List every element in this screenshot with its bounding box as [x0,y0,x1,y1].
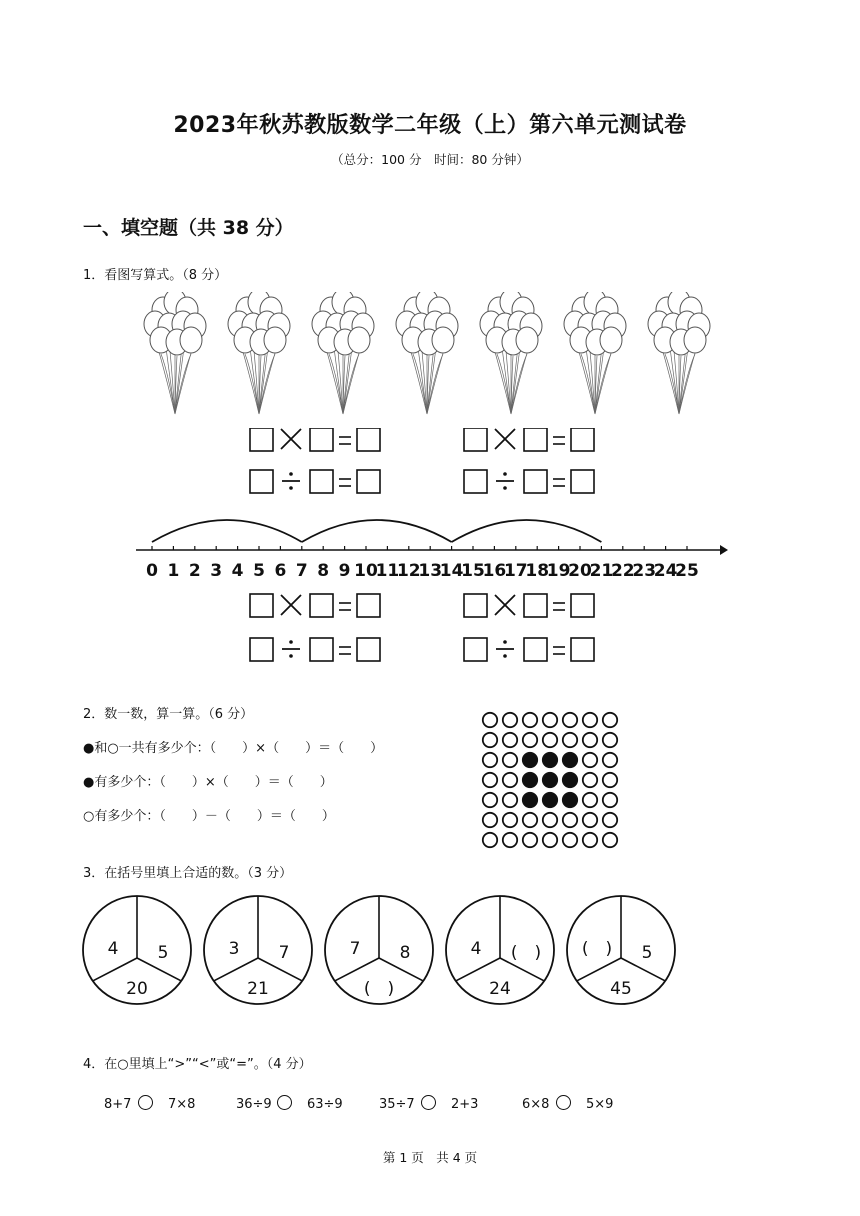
tick-label: 0 [146,561,158,581]
tick-label: 14 [439,561,464,581]
answer-box [310,470,333,493]
white-dot [483,733,497,747]
answer-box [357,594,380,617]
dot-array-figure [478,708,628,854]
jump-arc [452,520,602,542]
circle-number: 3 [228,939,240,959]
comparison-4-right: 5×9 [586,1097,614,1112]
white-dot [583,813,597,827]
white-dot [503,753,517,767]
number-circle [567,896,675,1004]
answer-box [464,638,487,661]
answer-box [250,638,273,661]
answer-box [524,594,547,617]
number-circle [325,896,433,1004]
comparison-4-left: 6×8 [522,1097,550,1112]
comparison-1-left: 8+7 [104,1097,132,1112]
exam-info: （总分：100 分 时间：80 分钟） [331,152,529,167]
black-dot [523,793,537,807]
white-dot [543,713,557,727]
white-dot [503,773,517,787]
question-4-label: 4．在○里填上“>”“<”或“=”。（4 分） [83,1057,312,1072]
white-dot [583,733,597,747]
balloon-bunch [648,292,710,414]
circle-number: ( ) [510,943,542,963]
answer-box [571,428,594,451]
white-dot [603,833,617,847]
balloon-bunch [564,292,626,414]
white-dot [543,833,557,847]
number-circle [446,896,554,1004]
answer-box [571,594,594,617]
balloon-bunch [144,292,206,414]
answer-box [464,428,487,451]
white-dot [563,733,577,747]
tick-label: 16 [482,561,507,581]
question-1-label: 1．看图写算式。（8 分） [83,268,228,283]
balloon-bunch [480,292,542,414]
white-dot [503,713,517,727]
black-dot [563,773,577,787]
tick-label: 20 [568,561,592,581]
q2-total-line: ●和○一共有多少个：（ ）×（ ）＝（ ） [83,741,384,756]
balloon-bunch [396,292,458,414]
white-dot [483,773,497,787]
q2-white-line: ○有多少个：（ ）－（ ）＝（ ） [83,809,335,824]
white-dot [583,833,597,847]
jump-arc [302,520,452,542]
black-dot [543,773,557,787]
comparison-2-circle-blank[interactable] [277,1095,292,1110]
tick-label: 12 [396,561,421,581]
question-2-label: 2．数一数，算一算。（6 分） [83,707,254,722]
white-dot [543,813,557,827]
circle-number: 5 [157,943,169,963]
white-dot [483,833,497,847]
comparison-2-left: 36÷9 [236,1097,272,1112]
white-dot [543,733,557,747]
black-dot [523,753,537,767]
circle-number: 4 [107,939,119,959]
answer-box [357,470,380,493]
circle-number: ( ) [363,979,395,999]
tick-label: 21 [589,561,614,581]
white-dot [483,713,497,727]
answer-box [357,428,380,451]
tick-label: 17 [503,561,528,581]
white-dot [503,833,517,847]
tick-label: 7 [295,561,308,581]
answer-box [571,470,594,493]
white-dot [503,733,517,747]
white-dot [523,733,537,747]
circle-number: 20 [126,979,148,999]
number-circle [83,896,191,1004]
circle-number: 5 [641,943,653,963]
comparison-4-circle-blank[interactable] [556,1095,571,1110]
white-dot [563,833,577,847]
tick-label: 13 [418,561,443,581]
comparison-3-left: 35÷7 [379,1097,415,1112]
answer-box [524,638,547,661]
number-circle [204,896,312,1004]
comparison-1-circle-blank[interactable] [138,1095,153,1110]
circle-number: 7 [349,939,361,959]
tick-label: 25 [675,561,699,581]
white-dot [523,813,537,827]
black-dot [523,773,537,787]
answer-box [524,428,547,451]
white-dot [603,733,617,747]
tick-label: 15 [461,561,485,581]
white-dot [523,713,537,727]
tick-label: 3 [210,561,223,581]
answer-box [524,470,547,493]
tick-label: 6 [274,561,287,581]
circle-number: ( ) [581,939,613,959]
answer-box [571,638,594,661]
comparison-1-right: 7×8 [168,1097,196,1112]
white-dot [563,813,577,827]
circle-number: 45 [610,979,632,999]
balloon-bunch [228,292,290,414]
black-dot [563,753,577,767]
answer-box [464,594,487,617]
comparison-3-right: 2+3 [451,1097,479,1112]
tick-label: 23 [632,561,657,581]
tick-label: 9 [338,561,351,581]
white-dot [603,753,617,767]
tick-label: 4 [231,561,244,581]
page-title: 2023年秋苏教版数学二年级（上）第六单元测试卷 [173,113,687,138]
tick-label: 11 [375,561,400,581]
comparison-2-right: 63÷9 [307,1097,343,1112]
balloon-bunch [312,292,374,414]
circle-number: 8 [399,943,411,963]
white-dot [503,793,517,807]
circle-number: 7 [278,943,290,963]
circle-number: 24 [489,979,511,999]
white-dot [583,713,597,727]
number-line-figure [130,512,730,584]
tick-label: 1 [167,561,180,581]
white-dot [503,813,517,827]
page-footer: 第 1 页 共 4 页 [382,1150,478,1165]
tick-label: 8 [317,561,330,581]
tick-label: 5 [253,561,265,581]
answer-box [250,594,273,617]
tick-label: 24 [653,561,678,581]
tick-label: 10 [354,561,378,581]
black-dot [543,793,557,807]
tick-label: 19 [546,561,571,581]
arrow-head [720,545,728,555]
number-circles-figure [75,888,695,1013]
comparison-3-circle-blank[interactable] [421,1095,436,1110]
answer-box [310,428,333,451]
jump-arc [152,520,302,542]
black-dot [543,753,557,767]
tick-label: 22 [610,561,635,581]
answer-box [357,638,380,661]
white-dot [603,713,617,727]
white-dot [583,773,597,787]
circle-number: 21 [247,979,269,999]
answer-box [250,470,273,493]
comparison-row [104,1095,744,1119]
section-heading-fill-in: 一、填空题（共 38 分） [83,217,294,239]
answer-box [250,428,273,451]
white-dot [483,813,497,827]
answer-box [464,470,487,493]
answer-box [310,594,333,617]
white-dot [603,773,617,787]
balloon-bunches-image [130,292,730,422]
white-dot [583,793,597,807]
white-dot [563,713,577,727]
white-dot [523,833,537,847]
white-dot [583,753,597,767]
circle-number: 4 [470,939,482,959]
tick-label: 2 [188,561,201,581]
question-3-label: 3．在括号里填上合适的数。（3 分） [83,866,293,881]
answer-box [310,638,333,661]
q2-black-line: ●有多少个：（ ）×（ ）＝（ ） [83,775,333,790]
white-dot [603,813,617,827]
tick-label: 18 [525,561,550,581]
white-dot [483,793,497,807]
white-dot [483,753,497,767]
white-dot [603,793,617,807]
black-dot [563,793,577,807]
